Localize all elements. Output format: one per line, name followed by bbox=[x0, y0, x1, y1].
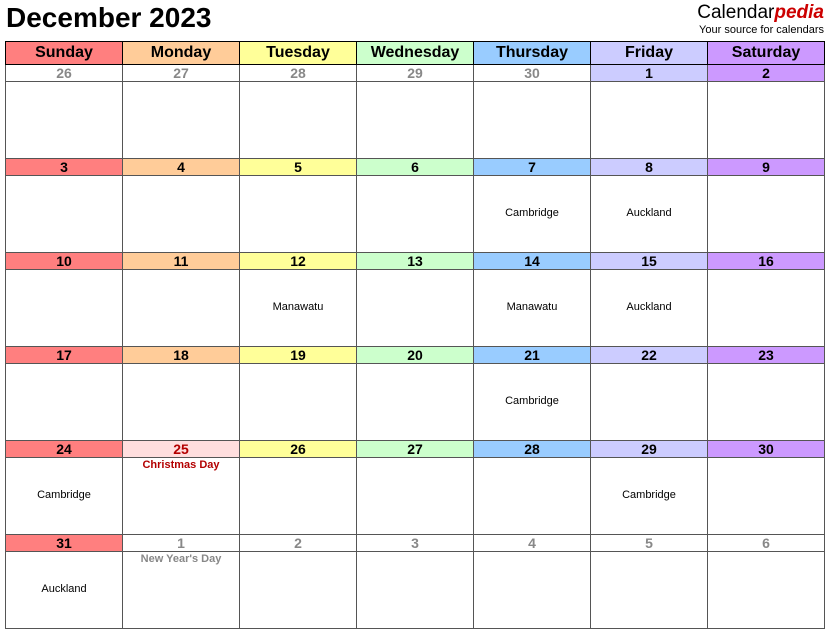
weekday-header-friday: Friday bbox=[591, 42, 708, 65]
day-cell[interactable] bbox=[708, 65, 825, 159]
day-cell[interactable] bbox=[357, 535, 474, 629]
day-body bbox=[6, 82, 122, 158]
day-cell[interactable] bbox=[708, 253, 825, 347]
weekday-header-row bbox=[6, 42, 825, 65]
day-number: 29 bbox=[591, 441, 707, 458]
day-cell[interactable] bbox=[123, 535, 240, 629]
day-cell[interactable] bbox=[708, 535, 825, 629]
day-number: 27 bbox=[357, 441, 473, 458]
day-cell[interactable] bbox=[240, 347, 357, 441]
day-number: 10 bbox=[6, 253, 122, 270]
day-number: 19 bbox=[240, 347, 356, 364]
day-number: 12 bbox=[240, 253, 356, 270]
day-body bbox=[357, 270, 473, 346]
day-cell[interactable] bbox=[591, 441, 708, 535]
day-cell[interactable] bbox=[240, 441, 357, 535]
weekday-header-sunday: Sunday bbox=[6, 42, 123, 65]
day-body bbox=[591, 270, 707, 346]
day-cell[interactable] bbox=[708, 159, 825, 253]
day-cell[interactable] bbox=[123, 347, 240, 441]
event-label: Auckland bbox=[626, 301, 672, 313]
day-cell[interactable] bbox=[474, 65, 591, 159]
day-number: 2 bbox=[240, 535, 356, 552]
event-label: Cambridge bbox=[505, 207, 559, 219]
day-number: 26 bbox=[6, 65, 122, 82]
day-number: 7 bbox=[474, 159, 590, 176]
day-body bbox=[474, 176, 590, 252]
day-cell[interactable] bbox=[357, 347, 474, 441]
day-body bbox=[708, 458, 824, 534]
day-body bbox=[123, 270, 239, 346]
day-cell[interactable] bbox=[123, 253, 240, 347]
event-label: Cambridge bbox=[622, 489, 676, 501]
day-cell[interactable] bbox=[474, 253, 591, 347]
day-body bbox=[591, 176, 707, 252]
day-body bbox=[123, 552, 239, 628]
day-number: 15 bbox=[591, 253, 707, 270]
day-number: 13 bbox=[357, 253, 473, 270]
day-number: 27 bbox=[123, 65, 239, 82]
day-cell[interactable] bbox=[123, 441, 240, 535]
day-number: 4 bbox=[123, 159, 239, 176]
day-body bbox=[240, 552, 356, 628]
day-cell[interactable] bbox=[591, 535, 708, 629]
week-row bbox=[6, 535, 825, 629]
brand-logo[interactable] bbox=[697, 2, 824, 36]
brand-tagline: Your source for calendars bbox=[699, 24, 824, 36]
day-body bbox=[6, 270, 122, 346]
day-cell[interactable] bbox=[474, 441, 591, 535]
day-cell[interactable] bbox=[240, 65, 357, 159]
brand-name-part2: pedia bbox=[774, 2, 824, 23]
day-number: 25 bbox=[123, 441, 239, 458]
day-body bbox=[357, 364, 473, 440]
day-body bbox=[474, 82, 590, 158]
event-label: Manawatu bbox=[506, 301, 558, 313]
day-number: 2 bbox=[708, 65, 824, 82]
day-number: 5 bbox=[591, 535, 707, 552]
day-cell[interactable] bbox=[240, 535, 357, 629]
day-body bbox=[240, 270, 356, 346]
week-row bbox=[6, 253, 825, 347]
day-cell[interactable] bbox=[474, 535, 591, 629]
day-body bbox=[474, 364, 590, 440]
week-row bbox=[6, 441, 825, 535]
day-number: 29 bbox=[357, 65, 473, 82]
day-number: 30 bbox=[708, 441, 824, 458]
weekday-header-thursday: Thursday bbox=[474, 42, 591, 65]
day-number: 28 bbox=[240, 65, 356, 82]
day-body bbox=[708, 82, 824, 158]
day-body bbox=[123, 458, 239, 534]
day-body bbox=[357, 82, 473, 158]
day-number: 1 bbox=[123, 535, 239, 552]
day-number: 14 bbox=[474, 253, 590, 270]
day-body bbox=[591, 552, 707, 628]
day-body bbox=[240, 458, 356, 534]
day-cell[interactable] bbox=[708, 441, 825, 535]
day-cell[interactable] bbox=[123, 65, 240, 159]
day-number: 3 bbox=[357, 535, 473, 552]
event-label: Auckland bbox=[626, 207, 672, 219]
day-number: 11 bbox=[123, 253, 239, 270]
day-body bbox=[357, 458, 473, 534]
day-cell[interactable] bbox=[6, 441, 123, 535]
day-body bbox=[240, 364, 356, 440]
holiday-label: Christmas Day bbox=[142, 459, 220, 471]
day-cell[interactable] bbox=[357, 441, 474, 535]
day-body bbox=[708, 176, 824, 252]
day-number: 5 bbox=[240, 159, 356, 176]
day-body bbox=[591, 82, 707, 158]
day-number: 17 bbox=[6, 347, 122, 364]
holiday-label: New Year's Day bbox=[140, 553, 222, 565]
week-row bbox=[6, 159, 825, 253]
day-body bbox=[6, 176, 122, 252]
weekday-header-monday: Monday bbox=[123, 42, 240, 65]
day-number: 30 bbox=[474, 65, 590, 82]
page-title: December 2023 bbox=[6, 2, 212, 33]
event-label: Cambridge bbox=[505, 395, 559, 407]
day-number: 21 bbox=[474, 347, 590, 364]
day-body bbox=[591, 364, 707, 440]
day-cell[interactable] bbox=[357, 65, 474, 159]
day-number: 8 bbox=[591, 159, 707, 176]
day-number: 24 bbox=[6, 441, 122, 458]
day-number: 4 bbox=[474, 535, 590, 552]
week-row bbox=[6, 347, 825, 441]
day-body bbox=[708, 552, 824, 628]
day-cell[interactable] bbox=[6, 347, 123, 441]
brand-name bbox=[697, 2, 824, 24]
day-body bbox=[123, 82, 239, 158]
calendar-grid bbox=[5, 41, 825, 629]
day-number: 28 bbox=[474, 441, 590, 458]
day-cell[interactable] bbox=[6, 65, 123, 159]
day-body bbox=[240, 176, 356, 252]
day-number: 26 bbox=[240, 441, 356, 458]
day-number: 23 bbox=[708, 347, 824, 364]
day-number: 22 bbox=[591, 347, 707, 364]
day-cell[interactable] bbox=[591, 159, 708, 253]
day-body bbox=[474, 270, 590, 346]
week-row bbox=[6, 65, 825, 159]
day-cell[interactable] bbox=[591, 65, 708, 159]
day-cell[interactable] bbox=[591, 253, 708, 347]
day-number: 16 bbox=[708, 253, 824, 270]
day-cell[interactable] bbox=[474, 159, 591, 253]
day-cell[interactable] bbox=[591, 347, 708, 441]
day-body bbox=[357, 552, 473, 628]
day-cell[interactable] bbox=[6, 253, 123, 347]
brand-name-part1: Calendar bbox=[697, 2, 775, 23]
day-cell[interactable] bbox=[240, 159, 357, 253]
day-body bbox=[474, 458, 590, 534]
day-number: 9 bbox=[708, 159, 824, 176]
day-number: 20 bbox=[357, 347, 473, 364]
day-cell[interactable] bbox=[6, 535, 123, 629]
day-cell[interactable] bbox=[240, 253, 357, 347]
day-cell[interactable] bbox=[123, 159, 240, 253]
event-label: Auckland bbox=[41, 583, 87, 595]
day-cell[interactable] bbox=[708, 347, 825, 441]
weekday-header-tuesday: Tuesday bbox=[240, 42, 357, 65]
day-number: 1 bbox=[591, 65, 707, 82]
day-cell[interactable] bbox=[357, 159, 474, 253]
event-label: Cambridge bbox=[37, 489, 91, 501]
day-body bbox=[357, 176, 473, 252]
day-number: 31 bbox=[6, 535, 122, 552]
weekday-header-saturday: Saturday bbox=[708, 42, 825, 65]
day-number: 6 bbox=[357, 159, 473, 176]
day-body bbox=[6, 458, 122, 534]
day-body bbox=[240, 82, 356, 158]
day-body bbox=[708, 364, 824, 440]
day-number: 6 bbox=[708, 535, 824, 552]
day-number: 18 bbox=[123, 347, 239, 364]
day-cell[interactable] bbox=[6, 159, 123, 253]
weekday-header-wednesday: Wednesday bbox=[357, 42, 474, 65]
day-body bbox=[6, 364, 122, 440]
event-label: Manawatu bbox=[272, 301, 324, 313]
day-cell[interactable] bbox=[474, 347, 591, 441]
day-body bbox=[708, 270, 824, 346]
day-cell[interactable] bbox=[357, 253, 474, 347]
day-body bbox=[591, 458, 707, 534]
day-body bbox=[474, 552, 590, 628]
day-body bbox=[123, 176, 239, 252]
day-body bbox=[123, 364, 239, 440]
day-body bbox=[6, 552, 122, 628]
day-number: 3 bbox=[6, 159, 122, 176]
